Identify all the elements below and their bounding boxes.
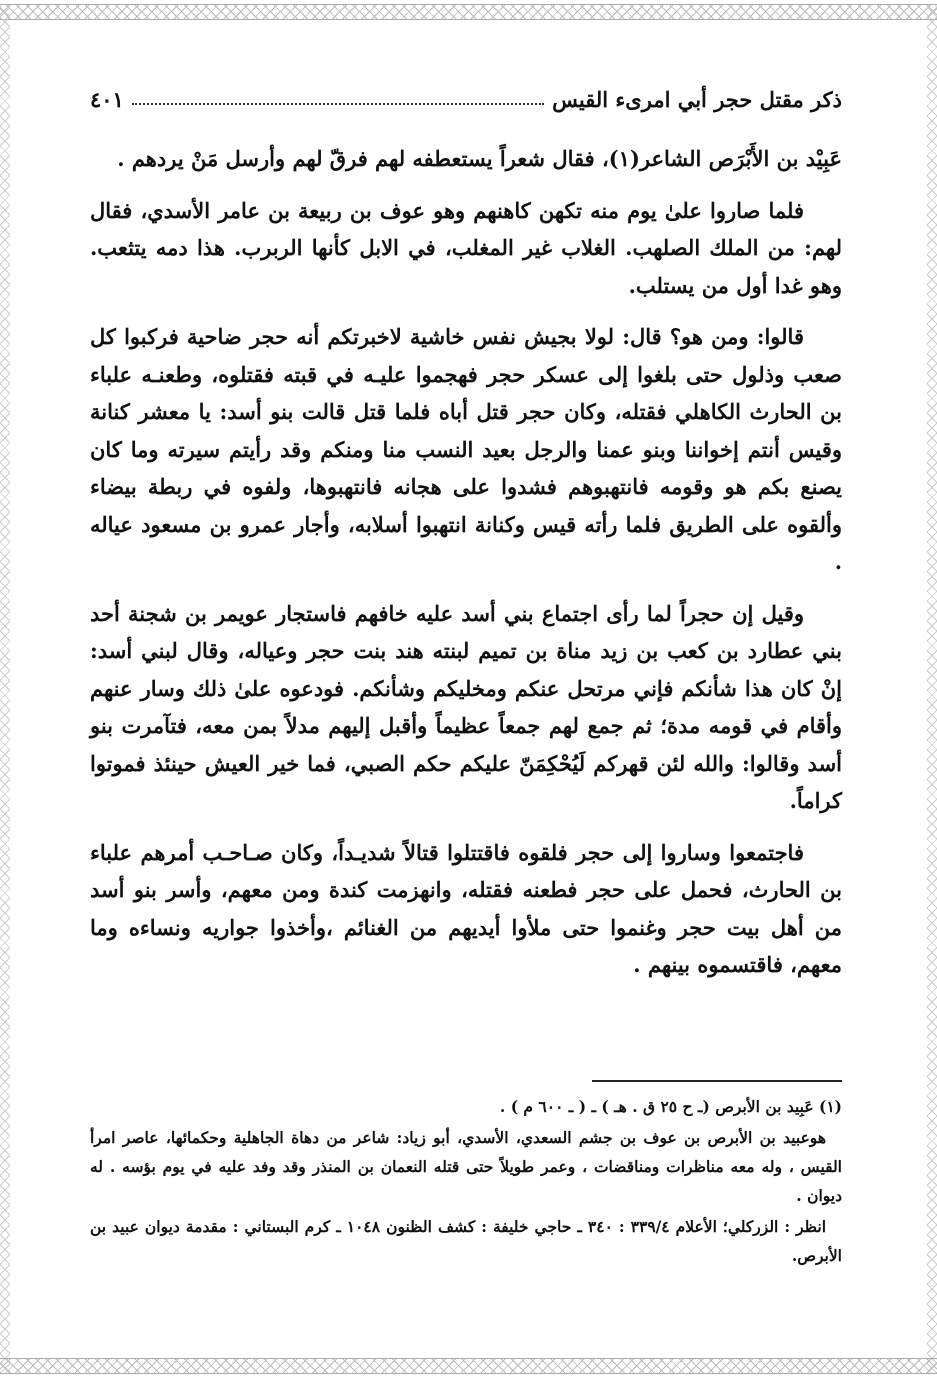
running-header: [90, 78, 842, 112]
left-ornamental-border: [0, 4, 10, 1374]
bottom-ornamental-border: [0, 1358, 937, 1374]
paragraph: فلما صاروا علىٰ يوم منه تكهن كاهنهم وهو عوف بن ربيعة بن عامر الأسدي، فقال لهم: من الملك الصلهب. الغلاب غير المغلب، في الابل كأنها الربرب. هذا دمه يتثعب. وهو غدا أول من يستلب.: [90, 197, 842, 298]
footnote-biography: هوعبيد بن الأبرص بن عوف بن جشم السعدي، الأسدي، أبو زياد: شاعر من دهاة الجاهلية وحكمائها، عاصر امرأ القيس ، وله معه مناظرات ومناقضات ، وعمر طويلاً حتى قتله النعمان بن المنذر وقد وفد عليه في يوم بؤسه . له ديوان .: [90, 1128, 842, 1205]
header-dot-leader: [132, 103, 544, 105]
main-text: [90, 140, 842, 998]
footnote-separator: [592, 1080, 842, 1082]
page-number: ٤٠١: [90, 87, 124, 112]
top-ornamental-border: [0, 4, 937, 20]
paragraph: وقيل إن حجراً لما رأى اجتماع بني أسد عليه خافهم فاستجار عويمر بن شجنة أحد بني عطارد بن كعب بن زيد مناة بن تميم لبنته هند بنت حجر وعياله، وقال لبني أسد: إنْ كان هذا شأنكم فإني مرتحل عنكم ومخليكم وشأنكم. فودعوه علىٰ ذلك وسار عنهم وأقام في قومه مدة؛ ثم جمع لهم جمعاً عظيماً وأقبل إليهم مدلاً بمن معه، فتآمرت بنو أسد وقالوا: والله لئن قهركم لَيُحْكِمَنّ عليكم حكم الصبي، فما خير العيش حينئذ فموتوا كراماً.: [90, 600, 842, 813]
paragraph: فاجتمعوا وساروا إلى حجر فلقوه فاقتتلوا قتالاً شديـداً، وكان صـاحـب أمرهم علباء بن الحارث، فحمل على حجر فطعنه فقتله، وانهزمت كندة ومن معهم، وأسر بنو أسد من أهل بيت حجر وغنموا حتى ملأوا أيديهم من الغنائم ،وأخذوا جواريه ونساءه وما معهم، فاقتسموه بينهم .: [90, 839, 842, 977]
right-ornamental-border: [927, 4, 937, 1374]
footnote-references: انظر : الزركلي؛ الأعلام ٣٣٩/٤ : ٣٤٠ ـ حاجي خليفة : كشف الظنون ١٠٤٨ ـ كرم البستاني : مقدمة ديوان عبيد بن الأبرص.: [90, 1217, 842, 1265]
footnote-entry: (١) عَبِيد بن الأبرص (ـ ح ٢٥ ق . هـ ) ـ ( ـ ٦٠٠ م ) .: [499, 1097, 842, 1116]
footnotes: [90, 1092, 842, 1272]
paragraph: عَبِيْد بن الأَبْرَص الشاعر(١)، فقال شعراً يستعطفه لهم فرقّ لهم وأرسل مَنْ يردهم .: [117, 146, 842, 171]
header-title: ذكر مقتل حجر أبي امرىء القيس: [552, 87, 842, 112]
paragraph: قالوا: ومن هو؟ قال: لولا بجيش نفس خاشية لاخبرتكم أنه حجر ضاحية فركبوا كل صعب وذلول حتى بلغوا إلى عسكر حجر فهجموا عليـه في قبته فقتلوه، وطعنـه علباء بن الحارث الكاهلي فقتله، وكان حجر قتل أباه فلما قتل قالت بنو أسد: يا معشر كنانة وقيس أنتم إخواننا وبنو عمنا والرجل بعيد النسب منا ومنكم وقد رأيتم سيرته وما كان يصنع بكم هو وقومه فانتهبوهم فشدوا على هجانه فانتهبوها، ولفوه في ربطة بيضاء وألقوه على الطريق فلما رأته قيس وكنانة انتهبوا أسلابه، وأجار عمرو بن مسعود عياله .: [90, 324, 842, 574]
